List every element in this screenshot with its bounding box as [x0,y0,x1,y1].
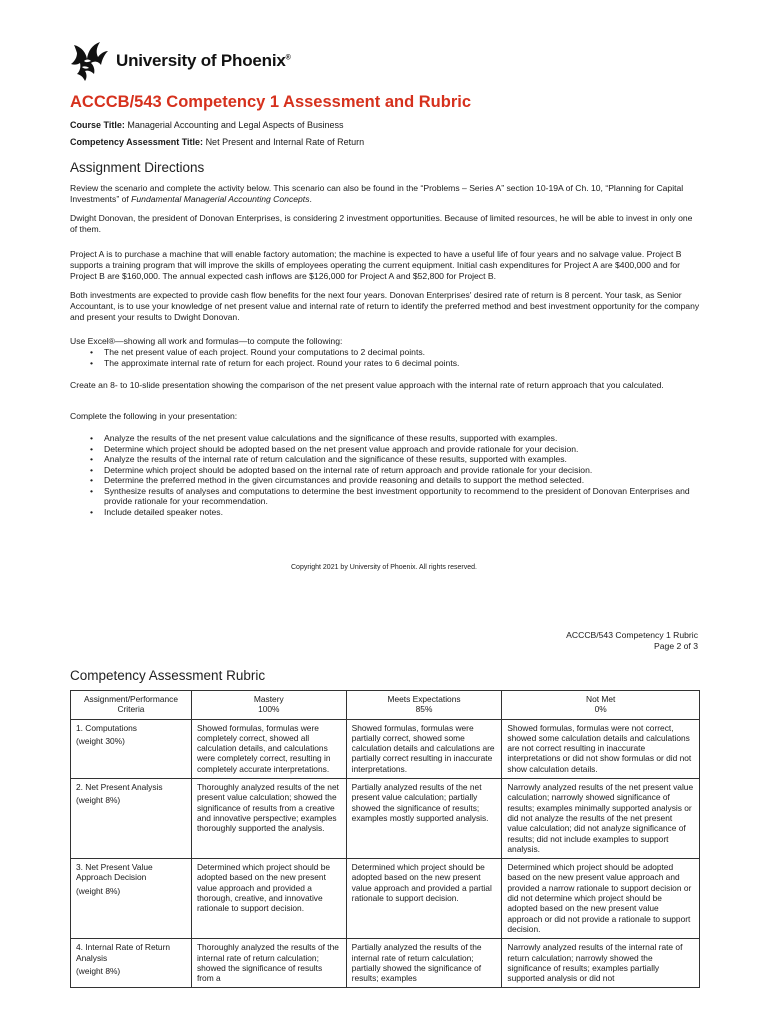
book-title: Fundamental Managerial Accounting Concepts [131,194,310,204]
rubric-doc-title: ACCCB/543 Competency 1 Rubric [566,630,698,640]
list-item: • The net present value of each project. Round your computations to 2 decimal points. [90,347,426,357]
meets-cell: Showed formulas, formulas were partially correct, showed some calculation details and calculations are partially correct resulting in inaccurate interpretations. [346,719,502,778]
table-row [71,779,700,859]
mastery-cell: Showed formulas, formulas were completely correct, showed all calculation details, and calculations were completely correct, resulting in completely accurate interpretations. [191,719,346,778]
column-header-not-met: Not Met 0% [502,691,700,720]
course-title-value: Managerial Accounting and Legal Aspects of Business [127,120,344,130]
rubric-table [70,690,700,988]
scenario-paragraph-1: Dwight Donovan, the president of Donovan Enterprises, is considering 2 investment opportunities. Because of limited resources, he will be able to invest in only one of them. [70,213,693,234]
table-row [71,939,700,988]
table-row [71,719,700,778]
not-met-cell: Narrowly analyzed results of the net present value calculation; narrowly showed significance of results; examples minimally supported analysis or did not analyze the results of the net present value calculation; did not analyze significance of results; did not include examples to support analysis. [502,779,700,859]
column-header-criteria: Assignment/Performance Criteria [71,691,192,720]
list-item: • Include detailed speaker notes. [90,506,223,517]
list-item: • Analyze the results of the internal rate of return calculation and the significance of these results, supported with examples. [90,454,567,464]
not-met-cell: Showed formulas, formulas were not correct, showed some calculation details and calculations are not correct resulting in inaccurate interpretations or did not show formulas or did not show calculation details. [502,719,700,778]
rubric-heading: Competency Assessment Rubric [70,668,266,683]
list-item: • The approximate internal rate of return for each project. Round your rates to 6 decimal points. [90,357,460,368]
assessment-title-label: Competency Assessment Title: [70,137,204,147]
meets-cell: Determined which project should be adopted based on the new present value approach and provided a partial rationale to support decision. [346,859,502,939]
presentation-paragraph: Create an 8- to 10-slide presentation showing the comparison of the net present value approach with the internal rate of return approach that you calculated. [70,380,664,390]
document-title: ACCCB/543 Competency 1 Assessment and Rubric [70,93,472,111]
intro-paragraph: Review the scenario and complete the activity below. This scenario can also be found in the “Problems – Series A” section 10-19A of Ch. 10, “Planning for Capital Investments” of Fundamental Managerial Accounting Concepts. [70,183,684,204]
list-item: • Synthesize results of analyses and computations to determine the best investment opportunity to recommend to the president of Donovan Enterprises and provide rationale for your recommendation. [90,485,690,506]
complete-following-paragraph: Complete the following in your presentation: [70,411,238,421]
column-header-mastery: Mastery 100% [191,691,346,720]
mastery-cell: Determined which project should be adopted based on the new present value approach and provided a thorough, creative, and innovative rationale to support decision. [191,859,346,939]
criteria-cell: 4. Internal Rate of Return Analysis (weight 8%) [71,939,192,988]
list-item: • Determine which project should be adopted based on the net present value approach and provide rationale for your decision. [90,443,579,454]
assessment-title-value: Net Present and Internal Rate of Return [205,137,365,147]
course-title-label: Course Title: [70,120,125,130]
criteria-cell: 2. Net Present Analysis (weight 8%) [71,779,192,859]
table-row [71,859,700,939]
course-title-line [70,120,344,130]
logo-text: University of Phoenix® [116,51,291,70]
phoenix-bird-icon [70,39,110,83]
list-item: • Analyze the results of the net present value calculations and the significance of these results, supported with examples. [90,433,558,443]
excel-task-list [70,347,710,368]
scenario-paragraph-2: Project A is to purchase a machine that will enable factory automation; the machine is expected to have a useful life of four years and no salvage value. Project B supports a training program that will improve the skills of employees operating the current equipment. Initial cash expenditures for Project A are $400,000 and for Project B are $160,000. The annual expected cash inflows are $126,000 for Project A and $52,800 for Project B. [70,249,682,281]
not-met-cell: Determined which project should be adopted based on the new present value approach and provided a narrow rationale to support decision or did not determine which project should be adopted based on the new present value approach or did not provide a rationale to support decision. [502,859,700,939]
page-header [566,630,698,652]
table-header-row [71,691,700,720]
excel-instructions: Use Excel®—showing all work and formulas—to compute the following: [70,336,343,346]
criteria-cell: 3. Net Present Value Approach Decision (weight 8%) [71,859,192,939]
scenario-paragraph-3: Both investments are expected to provide cash flow benefits for the next four years. Donovan Enterprises' desired rate of return is 8 percent. Your task, as Senior Accountant, is to use your knowledge of net present value and internal rate of return to identify the preferred method and best investment opportunity for the company and present your results to Dwight Donovan. [70,290,700,322]
criteria-cell: 1. Computations (weight 30%) [71,719,192,778]
mastery-cell: Thoroughly analyzed the results of the internal rate of return calculation; showed the significance of results from a [191,939,346,988]
presentation-task-list [70,433,710,517]
assessment-title-line [70,137,364,147]
meets-cell: Partially analyzed the results of the internal rate of return calculation; partially showed the significance of results; examples [346,939,502,988]
not-met-cell: Narrowly analyzed results of the internal rate of return calculation; narrowly showed the significance of results; examples partially supported analysis or did not [502,939,700,988]
meets-cell: Partially analyzed results of the net present value calculation; partially showed the significance of results; examples mostly supported analysis. [346,779,502,859]
list-item: • Determine the preferred method in the given circumstances and provide reasoning and details to support the method selected. [90,475,585,485]
assignment-directions-heading: Assignment Directions [70,160,205,175]
column-header-meets: Meets Expectations 85% [346,691,502,720]
page-number: Page 2 of 3 [654,641,698,651]
list-item: • Determine which project should be adopted based on the internal rate of return approach and provide rationale for your decision. [90,464,593,475]
university-logo [70,38,291,84]
mastery-cell: Thoroughly analyzed results of the net present value calculation; showed the significance of results from a creative and innovative perspective; examples thoroughly supported the analysis. [191,779,346,859]
copyright-notice: Copyright 2021 by University of Phoenix. All rights reserved. [291,564,477,571]
